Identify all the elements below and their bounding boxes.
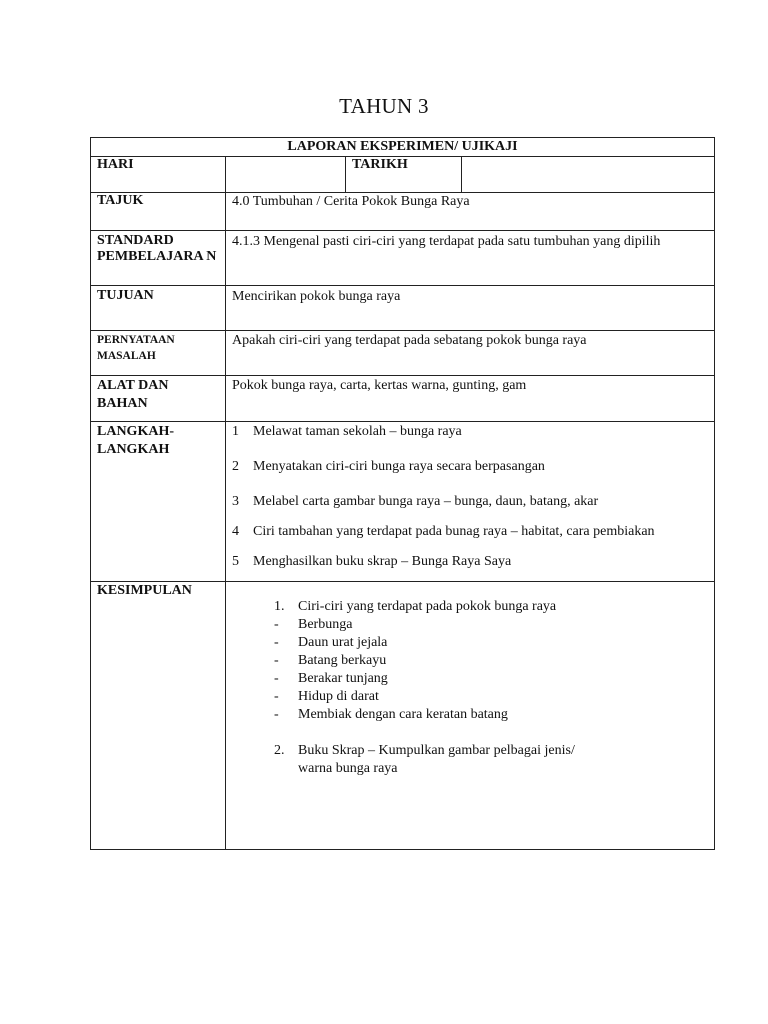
step-text: Menghasilkan buku skrap – Bunga Raya Saya bbox=[253, 554, 512, 569]
tajuk-value: 4.0 Tumbuhan / Cerita Pokok Bunga Raya bbox=[226, 193, 715, 231]
bullet-marker: - bbox=[274, 707, 279, 722]
tujuan-label: TUJUAN bbox=[91, 286, 226, 331]
step-number: 1 bbox=[232, 424, 239, 439]
standard-label: STANDARD PEMBELAJARA N bbox=[91, 231, 226, 286]
bullet-text: Berakar tunjang bbox=[298, 671, 388, 686]
bullet-marker: - bbox=[274, 617, 279, 632]
step-item bbox=[232, 553, 708, 571]
bullet-marker: - bbox=[274, 671, 279, 686]
conclusion-cell bbox=[226, 582, 715, 850]
conclusion-item-text: warna bunga raya bbox=[298, 761, 398, 776]
bullet-text: Batang berkayu bbox=[298, 653, 387, 668]
bullet-marker: - bbox=[274, 635, 279, 650]
step-item bbox=[232, 458, 708, 476]
conclusion-item-text: Buku Skrap – Kumpulkan gambar pelbagai jenis/ bbox=[298, 743, 575, 758]
step-item bbox=[232, 423, 708, 441]
langkah-label: LANGKAH- LANGKAH bbox=[91, 422, 226, 582]
tarikh-field[interactable] bbox=[462, 157, 715, 193]
conclusion-bullet bbox=[274, 634, 708, 652]
conclusion-bullet bbox=[274, 706, 708, 724]
bullet-marker: - bbox=[274, 689, 279, 704]
hari-field[interactable] bbox=[226, 157, 346, 193]
steps-cell bbox=[226, 422, 715, 582]
conclusion-item-2-continued bbox=[274, 760, 708, 778]
standard-value: 4.1.3 Mengenal pasti ciri-ciri yang terdapat pada satu tumbuhan yang dipilih bbox=[226, 231, 715, 286]
conclusion-item-1 bbox=[274, 598, 708, 616]
conclusion-bullet bbox=[274, 670, 708, 688]
pernyataan-value: Apakah ciri-ciri yang terdapat pada sebatang pokok bunga raya bbox=[226, 331, 715, 376]
conclusion-bullet bbox=[274, 616, 708, 634]
step-text: Menyatakan ciri-ciri bunga raya secara berpasangan bbox=[253, 459, 545, 474]
bullet-text: Hidup di darat bbox=[298, 689, 379, 704]
step-number: 5 bbox=[232, 554, 239, 569]
page-title: TAHUN 3 bbox=[339, 94, 429, 118]
conclusion-bullet bbox=[274, 652, 708, 670]
kesimpulan-label: KESIMPULAN bbox=[91, 582, 226, 850]
list-marker: 2. bbox=[274, 743, 285, 758]
tarikh-label: TARIKH bbox=[346, 157, 462, 193]
conclusion-bullet bbox=[274, 688, 708, 706]
hari-label: HARI bbox=[91, 157, 226, 193]
step-text: Melawat taman sekolah – bunga raya bbox=[253, 424, 462, 439]
bullet-marker: - bbox=[274, 653, 279, 668]
conclusion-item-2 bbox=[274, 742, 708, 760]
step-text: Ciri tambahan yang terdapat pada bunag raya – habitat, cara pembiakan bbox=[253, 524, 655, 539]
report-heading: LAPORAN EKSPERIMEN/ UJIKAJI bbox=[91, 138, 715, 157]
steps-list bbox=[232, 423, 708, 571]
conclusion-item-text: Ciri-ciri yang terdapat pada pokok bunga raya bbox=[298, 599, 557, 614]
spacer bbox=[274, 724, 708, 742]
tajuk-label: TAJUK bbox=[91, 193, 226, 231]
bullet-text: Berbunga bbox=[298, 617, 353, 632]
tujuan-value: Mencirikan pokok bunga raya bbox=[226, 286, 715, 331]
step-item bbox=[232, 523, 708, 541]
step-text: Melabel carta gambar bunga raya – bunga, daun, batang, akar bbox=[253, 494, 599, 509]
table-bottom-edge bbox=[246, 850, 716, 854]
bullet-text: Daun urat jejala bbox=[298, 635, 388, 650]
report-table bbox=[90, 137, 715, 850]
step-item bbox=[232, 493, 708, 511]
alat-value: Pokok bunga raya, carta, kertas warna, gunting, gam bbox=[226, 376, 715, 422]
pernyataan-label: PERNYATAAN MASALAH bbox=[91, 331, 226, 376]
step-number: 2 bbox=[232, 459, 239, 474]
alat-label: ALAT DAN BAHAN bbox=[91, 376, 226, 422]
step-number: 4 bbox=[232, 524, 239, 539]
step-number: 3 bbox=[232, 494, 239, 509]
bullet-text: Membiak dengan cara keratan batang bbox=[298, 707, 508, 722]
list-marker: 1. bbox=[274, 599, 285, 614]
indent bbox=[274, 760, 298, 778]
